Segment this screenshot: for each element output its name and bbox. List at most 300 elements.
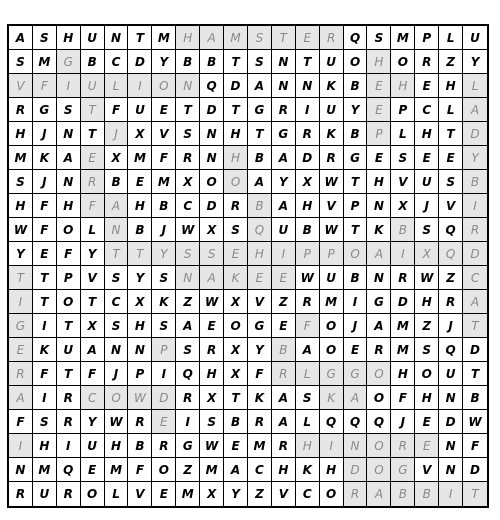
grid-cell[interactable]: G	[367, 290, 391, 314]
grid-cell[interactable]: J	[33, 170, 57, 194]
grid-cell[interactable]: C	[81, 386, 105, 410]
grid-cell[interactable]: T	[81, 290, 105, 314]
grid-cell[interactable]: I	[272, 242, 296, 266]
grid-cell[interactable]: B	[128, 218, 152, 242]
grid-cell[interactable]: A	[9, 386, 33, 410]
grid-cell[interactable]: M	[33, 458, 57, 482]
grid-cell[interactable]: Y	[152, 50, 176, 74]
grid-cell[interactable]: I	[176, 410, 200, 434]
grid-cell[interactable]: C	[105, 290, 129, 314]
grid-cell[interactable]: C	[415, 98, 439, 122]
grid-cell[interactable]: I	[57, 74, 81, 98]
grid-cell[interactable]: E	[152, 410, 176, 434]
grid-cell[interactable]: S	[224, 218, 248, 242]
grid-cell[interactable]: N	[57, 170, 81, 194]
grid-cell[interactable]: A	[272, 410, 296, 434]
grid-cell[interactable]: E	[272, 314, 296, 338]
grid-cell[interactable]: A	[463, 98, 487, 122]
grid-cell[interactable]: J	[105, 122, 129, 146]
grid-cell[interactable]: P	[320, 242, 344, 266]
grid-cell[interactable]: Q	[248, 218, 272, 242]
grid-cell[interactable]: T	[57, 362, 81, 386]
grid-cell[interactable]: V	[128, 482, 152, 506]
grid-cell[interactable]: W	[320, 218, 344, 242]
grid-cell[interactable]: R	[463, 218, 487, 242]
grid-cell[interactable]: T	[296, 50, 320, 74]
grid-cell[interactable]: U	[439, 362, 463, 386]
grid-cell[interactable]: F	[33, 218, 57, 242]
grid-cell[interactable]: E	[344, 338, 368, 362]
grid-cell[interactable]: G	[248, 98, 272, 122]
grid-cell[interactable]: H	[415, 122, 439, 146]
grid-cell[interactable]: O	[57, 290, 81, 314]
grid-cell[interactable]: S	[176, 122, 200, 146]
grid-cell[interactable]: Q	[439, 242, 463, 266]
grid-cell[interactable]: H	[128, 194, 152, 218]
grid-cell[interactable]: T	[248, 122, 272, 146]
grid-cell[interactable]: D	[463, 338, 487, 362]
grid-cell[interactable]: R	[439, 290, 463, 314]
grid-cell[interactable]: S	[176, 242, 200, 266]
grid-cell[interactable]: A	[272, 146, 296, 170]
grid-cell[interactable]: W	[105, 410, 129, 434]
grid-cell[interactable]: E	[81, 458, 105, 482]
grid-cell[interactable]: G	[320, 362, 344, 386]
grid-cell[interactable]: J	[391, 410, 415, 434]
grid-cell[interactable]: W	[296, 266, 320, 290]
grid-cell[interactable]: V	[9, 74, 33, 98]
grid-cell[interactable]: A	[200, 266, 224, 290]
grid-cell[interactable]: T	[344, 218, 368, 242]
grid-cell[interactable]: H	[9, 194, 33, 218]
grid-cell[interactable]: U	[320, 98, 344, 122]
grid-cell[interactable]: N	[200, 122, 224, 146]
grid-cell[interactable]: X	[200, 482, 224, 506]
grid-cell[interactable]: R	[57, 410, 81, 434]
grid-cell[interactable]: F	[391, 386, 415, 410]
grid-cell[interactable]: H	[248, 242, 272, 266]
grid-cell[interactable]: U	[81, 434, 105, 458]
grid-cell[interactable]: X	[296, 170, 320, 194]
grid-cell[interactable]: O	[152, 74, 176, 98]
grid-cell[interactable]: L	[439, 26, 463, 50]
grid-cell[interactable]: T	[81, 122, 105, 146]
grid-cell[interactable]: Z	[176, 290, 200, 314]
grid-cell[interactable]: G	[344, 362, 368, 386]
grid-cell[interactable]: T	[224, 386, 248, 410]
grid-cell[interactable]: E	[415, 74, 439, 98]
grid-cell[interactable]: Y	[463, 146, 487, 170]
grid-cell[interactable]: O	[152, 458, 176, 482]
grid-cell[interactable]: I	[57, 434, 81, 458]
grid-cell[interactable]: N	[128, 338, 152, 362]
grid-cell[interactable]: E	[439, 146, 463, 170]
grid-cell[interactable]: H	[176, 26, 200, 50]
grid-cell[interactable]: V	[320, 194, 344, 218]
grid-cell[interactable]: Z	[415, 314, 439, 338]
grid-cell[interactable]: H	[33, 434, 57, 458]
grid-cell[interactable]: Y	[128, 266, 152, 290]
grid-cell[interactable]: U	[128, 98, 152, 122]
grid-cell[interactable]: V	[248, 290, 272, 314]
grid-cell[interactable]: N	[105, 26, 129, 50]
grid-cell[interactable]: M	[105, 458, 129, 482]
grid-cell[interactable]: R	[128, 410, 152, 434]
grid-cell[interactable]: T	[33, 290, 57, 314]
grid-cell[interactable]: Z	[439, 50, 463, 74]
grid-cell[interactable]: J	[33, 122, 57, 146]
grid-cell[interactable]: O	[320, 338, 344, 362]
grid-cell[interactable]: Q	[320, 410, 344, 434]
grid-cell[interactable]: H	[415, 386, 439, 410]
grid-cell[interactable]: N	[439, 458, 463, 482]
grid-cell[interactable]: H	[200, 362, 224, 386]
grid-cell[interactable]: B	[391, 218, 415, 242]
grid-cell[interactable]: M	[248, 434, 272, 458]
grid-cell[interactable]: Q	[344, 26, 368, 50]
grid-cell[interactable]: T	[463, 482, 487, 506]
grid-cell[interactable]: M	[200, 458, 224, 482]
grid-cell[interactable]: K	[33, 146, 57, 170]
grid-cell[interactable]: R	[320, 26, 344, 50]
grid-cell[interactable]: E	[224, 434, 248, 458]
grid-cell[interactable]: Y	[81, 410, 105, 434]
grid-cell[interactable]: B	[344, 266, 368, 290]
grid-cell[interactable]: S	[248, 50, 272, 74]
grid-cell[interactable]: R	[200, 338, 224, 362]
grid-cell[interactable]: T	[224, 98, 248, 122]
grid-cell[interactable]: U	[57, 338, 81, 362]
grid-cell[interactable]: E	[367, 98, 391, 122]
grid-cell[interactable]: T	[105, 242, 129, 266]
grid-cell[interactable]: V	[439, 194, 463, 218]
grid-cell[interactable]: C	[463, 266, 487, 290]
grid-cell[interactable]: S	[33, 410, 57, 434]
grid-cell[interactable]: G	[33, 98, 57, 122]
grid-cell[interactable]: F	[81, 194, 105, 218]
grid-cell[interactable]: D	[200, 98, 224, 122]
grid-cell[interactable]: K	[367, 218, 391, 242]
grid-cell[interactable]: E	[415, 434, 439, 458]
grid-cell[interactable]: B	[415, 482, 439, 506]
grid-cell[interactable]: O	[367, 458, 391, 482]
grid-cell[interactable]: Q	[367, 410, 391, 434]
grid-cell[interactable]: E	[248, 266, 272, 290]
grid-cell[interactable]: B	[248, 146, 272, 170]
grid-cell[interactable]: Z	[272, 290, 296, 314]
grid-cell[interactable]: H	[367, 50, 391, 74]
grid-cell[interactable]: E	[81, 146, 105, 170]
grid-cell[interactable]: R	[9, 362, 33, 386]
grid-cell[interactable]: A	[296, 338, 320, 362]
grid-cell[interactable]: P	[391, 98, 415, 122]
grid-cell[interactable]: U	[272, 218, 296, 242]
grid-cell[interactable]: E	[33, 242, 57, 266]
grid-cell[interactable]: L	[105, 482, 129, 506]
grid-cell[interactable]: N	[344, 434, 368, 458]
grid-cell[interactable]: T	[81, 98, 105, 122]
grid-cell[interactable]: B	[344, 122, 368, 146]
grid-cell[interactable]: H	[439, 74, 463, 98]
grid-cell[interactable]: E	[9, 338, 33, 362]
grid-cell[interactable]: U	[81, 74, 105, 98]
grid-cell[interactable]: B	[344, 74, 368, 98]
grid-cell[interactable]: P	[296, 242, 320, 266]
grid-cell[interactable]: B	[81, 50, 105, 74]
grid-cell[interactable]: M	[176, 482, 200, 506]
grid-cell[interactable]: L	[105, 74, 129, 98]
grid-cell[interactable]: C	[296, 482, 320, 506]
grid-cell[interactable]: Q	[344, 410, 368, 434]
grid-cell[interactable]: S	[105, 266, 129, 290]
grid-cell[interactable]: H	[367, 170, 391, 194]
grid-cell[interactable]: A	[367, 482, 391, 506]
grid-cell[interactable]: S	[152, 314, 176, 338]
grid-cell[interactable]: R	[9, 482, 33, 506]
grid-cell[interactable]: S	[367, 26, 391, 50]
grid-cell[interactable]: J	[152, 218, 176, 242]
grid-cell[interactable]: Y	[463, 50, 487, 74]
grid-cell[interactable]: E	[367, 74, 391, 98]
grid-cell[interactable]: N	[272, 50, 296, 74]
grid-cell[interactable]: X	[224, 338, 248, 362]
grid-cell[interactable]: A	[224, 458, 248, 482]
grid-cell[interactable]: A	[9, 26, 33, 50]
grid-cell[interactable]: I	[463, 194, 487, 218]
grid-cell[interactable]: B	[176, 50, 200, 74]
grid-cell[interactable]: Q	[57, 458, 81, 482]
grid-cell[interactable]: S	[200, 410, 224, 434]
grid-cell[interactable]: D	[224, 74, 248, 98]
grid-cell[interactable]: W	[415, 266, 439, 290]
grid-cell[interactable]: E	[415, 146, 439, 170]
grid-cell[interactable]: B	[272, 338, 296, 362]
grid-cell[interactable]: J	[415, 194, 439, 218]
grid-cell[interactable]: S	[105, 314, 129, 338]
grid-cell[interactable]: V	[415, 458, 439, 482]
grid-cell[interactable]: Y	[81, 242, 105, 266]
grid-cell[interactable]: T	[463, 314, 487, 338]
grid-cell[interactable]: O	[415, 362, 439, 386]
grid-cell[interactable]: P	[57, 266, 81, 290]
grid-cell[interactable]: R	[176, 146, 200, 170]
grid-cell[interactable]: I	[152, 362, 176, 386]
grid-cell[interactable]: Y	[272, 170, 296, 194]
grid-cell[interactable]: S	[9, 50, 33, 74]
grid-cell[interactable]: T	[272, 26, 296, 50]
grid-cell[interactable]: N	[296, 74, 320, 98]
grid-cell[interactable]: R	[57, 482, 81, 506]
grid-cell[interactable]: S	[248, 26, 272, 50]
grid-cell[interactable]: Y	[344, 98, 368, 122]
grid-cell[interactable]: M	[391, 26, 415, 50]
grid-cell[interactable]: L	[296, 362, 320, 386]
grid-cell[interactable]: D	[344, 458, 368, 482]
grid-cell[interactable]: R	[176, 386, 200, 410]
grid-cell[interactable]: K	[152, 290, 176, 314]
grid-cell[interactable]: Y	[152, 242, 176, 266]
grid-cell[interactable]: L	[463, 74, 487, 98]
grid-cell[interactable]: S	[33, 26, 57, 50]
grid-cell[interactable]: M	[320, 290, 344, 314]
grid-cell[interactable]: H	[296, 434, 320, 458]
grid-cell[interactable]: E	[224, 242, 248, 266]
grid-cell[interactable]: W	[320, 170, 344, 194]
grid-cell[interactable]: W	[200, 290, 224, 314]
grid-cell[interactable]: T	[439, 122, 463, 146]
grid-cell[interactable]: B	[105, 170, 129, 194]
grid-cell[interactable]: N	[200, 146, 224, 170]
grid-cell[interactable]: T	[128, 26, 152, 50]
grid-cell[interactable]: L	[296, 410, 320, 434]
grid-cell[interactable]: X	[128, 122, 152, 146]
grid-cell[interactable]: I	[320, 434, 344, 458]
grid-cell[interactable]: R	[391, 266, 415, 290]
grid-cell[interactable]: E	[152, 98, 176, 122]
grid-cell[interactable]: F	[152, 146, 176, 170]
grid-cell[interactable]: O	[105, 386, 129, 410]
grid-cell[interactable]: B	[128, 434, 152, 458]
grid-cell[interactable]: W	[128, 386, 152, 410]
grid-cell[interactable]: N	[367, 266, 391, 290]
grid-cell[interactable]: F	[105, 98, 129, 122]
grid-cell[interactable]: R	[224, 194, 248, 218]
grid-cell[interactable]: O	[57, 218, 81, 242]
grid-cell[interactable]: N	[57, 122, 81, 146]
grid-cell[interactable]: F	[296, 314, 320, 338]
grid-cell[interactable]: A	[272, 194, 296, 218]
grid-cell[interactable]: Y	[224, 482, 248, 506]
grid-cell[interactable]: K	[320, 74, 344, 98]
grid-cell[interactable]: T	[344, 170, 368, 194]
grid-cell[interactable]: R	[9, 98, 33, 122]
grid-cell[interactable]: Q	[439, 218, 463, 242]
grid-cell[interactable]: R	[367, 338, 391, 362]
grid-cell[interactable]: M	[391, 314, 415, 338]
grid-cell[interactable]: Q	[200, 74, 224, 98]
grid-cell[interactable]: Q	[439, 338, 463, 362]
grid-cell[interactable]: K	[296, 458, 320, 482]
grid-cell[interactable]: R	[272, 362, 296, 386]
grid-cell[interactable]: D	[463, 122, 487, 146]
grid-cell[interactable]: T	[9, 266, 33, 290]
grid-cell[interactable]: A	[200, 26, 224, 50]
grid-cell[interactable]: B	[224, 410, 248, 434]
grid-cell[interactable]: B	[200, 50, 224, 74]
grid-cell[interactable]: K	[224, 266, 248, 290]
grid-cell[interactable]: B	[463, 170, 487, 194]
grid-cell[interactable]: A	[176, 314, 200, 338]
grid-cell[interactable]: D	[152, 386, 176, 410]
grid-cell[interactable]: A	[367, 242, 391, 266]
grid-cell[interactable]: S	[439, 170, 463, 194]
grid-cell[interactable]: S	[415, 218, 439, 242]
grid-cell[interactable]: M	[224, 26, 248, 50]
grid-cell[interactable]: O	[81, 482, 105, 506]
grid-cell[interactable]: F	[463, 434, 487, 458]
grid-cell[interactable]: R	[391, 434, 415, 458]
grid-cell[interactable]: W	[200, 434, 224, 458]
grid-cell[interactable]: T	[128, 242, 152, 266]
grid-cell[interactable]: M	[152, 170, 176, 194]
grid-cell[interactable]: B	[463, 386, 487, 410]
grid-cell[interactable]: X	[200, 218, 224, 242]
grid-cell[interactable]: D	[200, 194, 224, 218]
grid-cell[interactable]: J	[344, 314, 368, 338]
grid-cell[interactable]: G	[57, 50, 81, 74]
grid-cell[interactable]: L	[81, 218, 105, 242]
grid-cell[interactable]: B	[152, 194, 176, 218]
grid-cell[interactable]: M	[33, 50, 57, 74]
grid-cell[interactable]: U	[33, 482, 57, 506]
grid-cell[interactable]: D	[463, 458, 487, 482]
grid-cell[interactable]: X	[105, 146, 129, 170]
grid-cell[interactable]: D	[439, 410, 463, 434]
grid-cell[interactable]: X	[224, 362, 248, 386]
grid-cell[interactable]: F	[128, 458, 152, 482]
grid-cell[interactable]: S	[415, 338, 439, 362]
grid-cell[interactable]: K	[320, 122, 344, 146]
grid-cell[interactable]: E	[367, 146, 391, 170]
grid-cell[interactable]: F	[248, 362, 272, 386]
grid-cell[interactable]: G	[176, 434, 200, 458]
grid-cell[interactable]: W	[9, 218, 33, 242]
grid-cell[interactable]: I	[9, 290, 33, 314]
grid-cell[interactable]: M	[128, 146, 152, 170]
grid-cell[interactable]: R	[272, 98, 296, 122]
grid-cell[interactable]: N	[105, 218, 129, 242]
grid-cell[interactable]: Z	[439, 266, 463, 290]
grid-cell[interactable]: A	[248, 170, 272, 194]
grid-cell[interactable]: F	[33, 362, 57, 386]
grid-cell[interactable]: O	[200, 170, 224, 194]
grid-cell[interactable]: W	[176, 218, 200, 242]
grid-cell[interactable]: S	[9, 170, 33, 194]
grid-cell[interactable]: O	[320, 482, 344, 506]
grid-cell[interactable]: V	[391, 170, 415, 194]
grid-cell[interactable]: F	[81, 362, 105, 386]
grid-cell[interactable]: B	[391, 482, 415, 506]
grid-cell[interactable]: N	[176, 74, 200, 98]
grid-cell[interactable]: C	[105, 50, 129, 74]
grid-cell[interactable]: A	[344, 386, 368, 410]
grid-cell[interactable]: O	[224, 314, 248, 338]
grid-cell[interactable]: N	[439, 434, 463, 458]
grid-cell[interactable]: P	[152, 338, 176, 362]
grid-cell[interactable]: P	[128, 362, 152, 386]
grid-cell[interactable]: A	[367, 314, 391, 338]
grid-cell[interactable]: N	[439, 386, 463, 410]
grid-cell[interactable]: H	[128, 314, 152, 338]
grid-cell[interactable]: H	[391, 362, 415, 386]
grid-cell[interactable]: F	[33, 74, 57, 98]
grid-cell[interactable]: D	[296, 146, 320, 170]
grid-cell[interactable]: H	[105, 434, 129, 458]
grid-cell[interactable]: I	[439, 482, 463, 506]
grid-cell[interactable]: K	[33, 338, 57, 362]
grid-cell[interactable]: O	[344, 50, 368, 74]
grid-cell[interactable]: H	[320, 458, 344, 482]
grid-cell[interactable]: E	[296, 26, 320, 50]
grid-cell[interactable]: F	[57, 242, 81, 266]
grid-cell[interactable]: X	[128, 290, 152, 314]
grid-cell[interactable]: S	[296, 386, 320, 410]
grid-cell[interactable]: I	[9, 434, 33, 458]
grid-cell[interactable]: O	[224, 170, 248, 194]
grid-cell[interactable]: O	[344, 242, 368, 266]
grid-cell[interactable]: S	[391, 146, 415, 170]
grid-cell[interactable]: O	[391, 50, 415, 74]
